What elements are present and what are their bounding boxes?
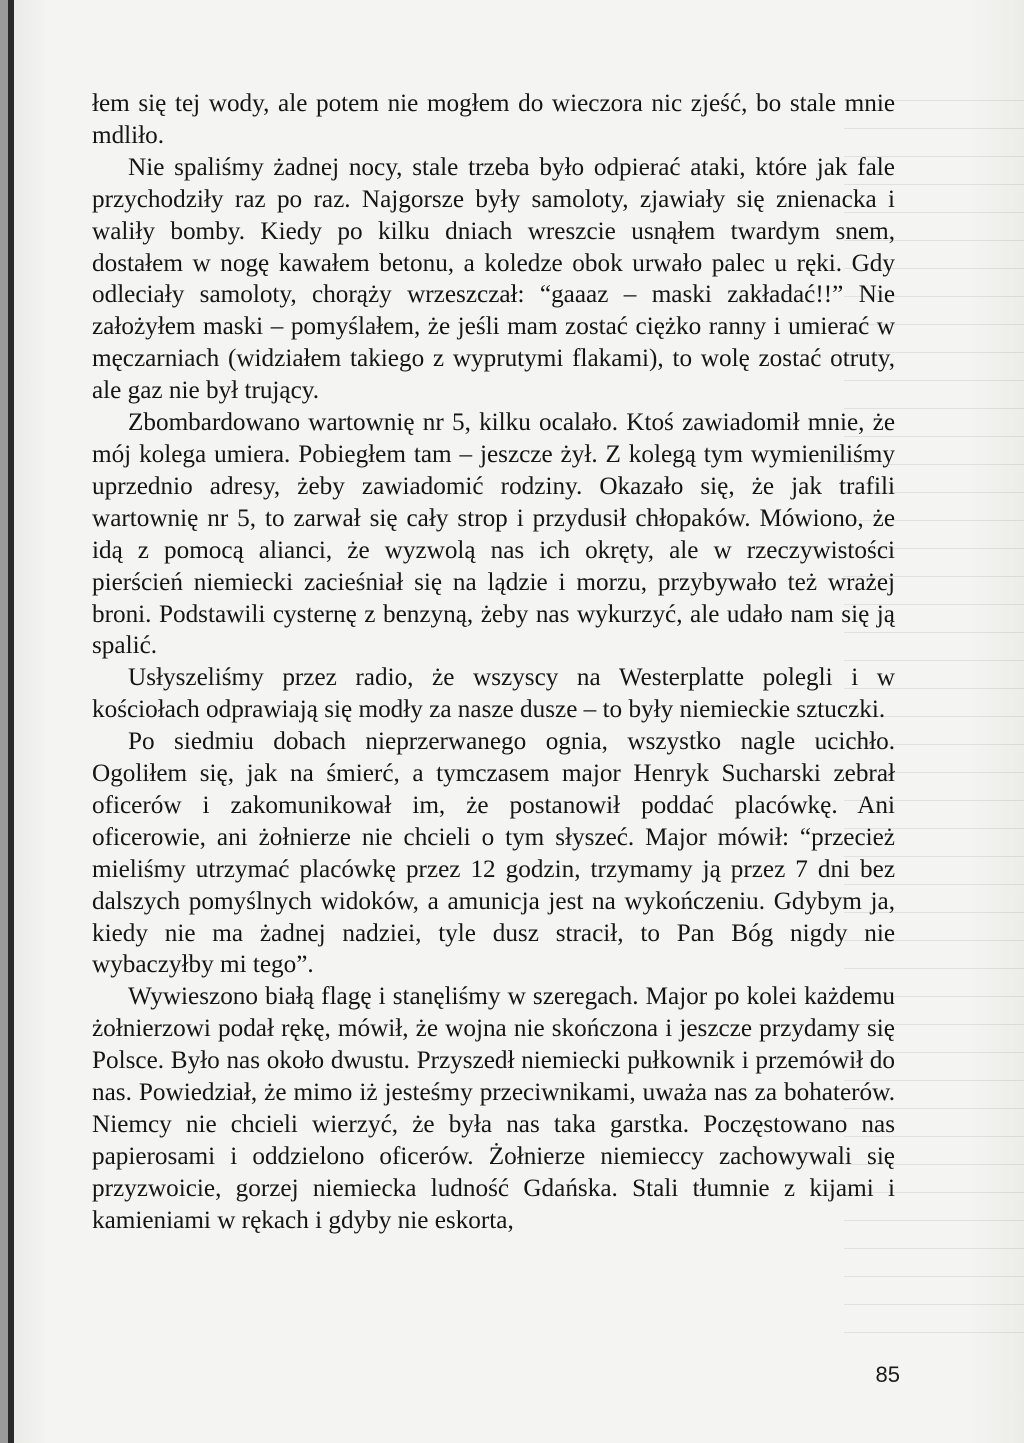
paragraph: Usłyszeliśmy przez radio, że wszyscy na Westerplatte polegli i w kościołach odprawiają się modły za nasze dusze – to były niemieckie sztuczki. (92, 664, 895, 724)
paragraph: Nie spaliśmy żadnej nocy, stale trzeba było odpierać ataki, które jak fale przychodziły raz po raz. Najgorsze były samoloty, zjawiały się znienacka i waliły bomby. Kiedy po kilku dniach wreszcie usnąłem twardym snem, dostałem w nogę kawałem betonu, a koledze obok urwało palec u ręki. Gdy odleciały samoloty, chorąży wrzeszczał: “gaaaz – maski zakładać!!” Nie założyłem maski – pomyślałem, że jeśli mam zostać ciężko ranny i umierać w męczarniach (widziałem takiego z wyprutymi flakami), to wolę zostać otruty, ale gaz nie był trujący. (92, 153, 895, 405)
body-text (92, 88, 895, 1237)
paragraph: Wywieszono białą flagę i stanęliśmy w szeregach. Major po kolei każdemu żołnierzowi podał rękę, mówił, że wojna nie skończona i jeszcze przydamy się Polsce. Było nas około dwustu. Przyszedł niemiecki pułkownik i przemówił do nas. Powiedział, że mimo iż jesteśmy przeciwnikami, uważa nas za bohaterów. Niemcy nie chcieli wierzyć, że była nas taka garstka. Poczęstowano nas papierosami i oddzielono oficerów. Żołnierze niemieccy zachowywali się przyzwoicie, gorzej niemiecka ludność Gdańska. Stali tłumnie z kijami i kamieniami w rękach i gdyby nie eskorta, (92, 983, 895, 1234)
paragraph: Po siedmiu dobach nieprzerwanego ognia, wszystko nagle ucichło. Ogoliłem się, jak na śmierć, a tymczasem major Henryk Sucharski zebrał oficerów i zakomunikował im, że postanowił poddać placówkę. Ani oficerowie, ani żołnierze nie chcieli o tym słyszeć. Major mówił: “przecież mieliśmy utrzymać placówkę przez 12 godzin, trzymamy ją przez 7 dni bez dalszych pomyślnych widoków, a amunicja jest na wykończeniu. Gdybym ja, kiedy nie ma żadnej nadziei, tyle dusz stracił, to Pan Bóg nigdy nie wybaczyłby mi tego”. (92, 728, 895, 979)
page-number: 85 (875, 1362, 900, 1387)
paragraph-continued: łem się tej wody, ale potem nie mogłem do wieczora nic zjeść, bo stale mnie mdliło. (92, 90, 895, 149)
page-gutter-edge (8, 0, 14, 1443)
paragraph: Zbombardowano wartownię nr 5, kilku ocalało. Ktoś zawiadomił mnie, że mój kolega umiera. Pobiegłem tam – jeszcze żył. Z kolegą tym wymieniliśmy uprzednio adresy, żeby zawiadomić rodziny. Okazało się, że jak trafili wartownię nr 5, to zarwał się cały strop i przydusił chłopaków. Mówiono, że idą z pomocą alianci, że wyzwolą nas ich okręty, ale w rzeczywistości pierścień niemiecki zacieśniał się na lądzie i morzu, przybywało też wrażej broni. Podstawili cysternę z benzyną, żeby nas wykurzyć, ale udało nam się ją spalić. (92, 409, 895, 660)
